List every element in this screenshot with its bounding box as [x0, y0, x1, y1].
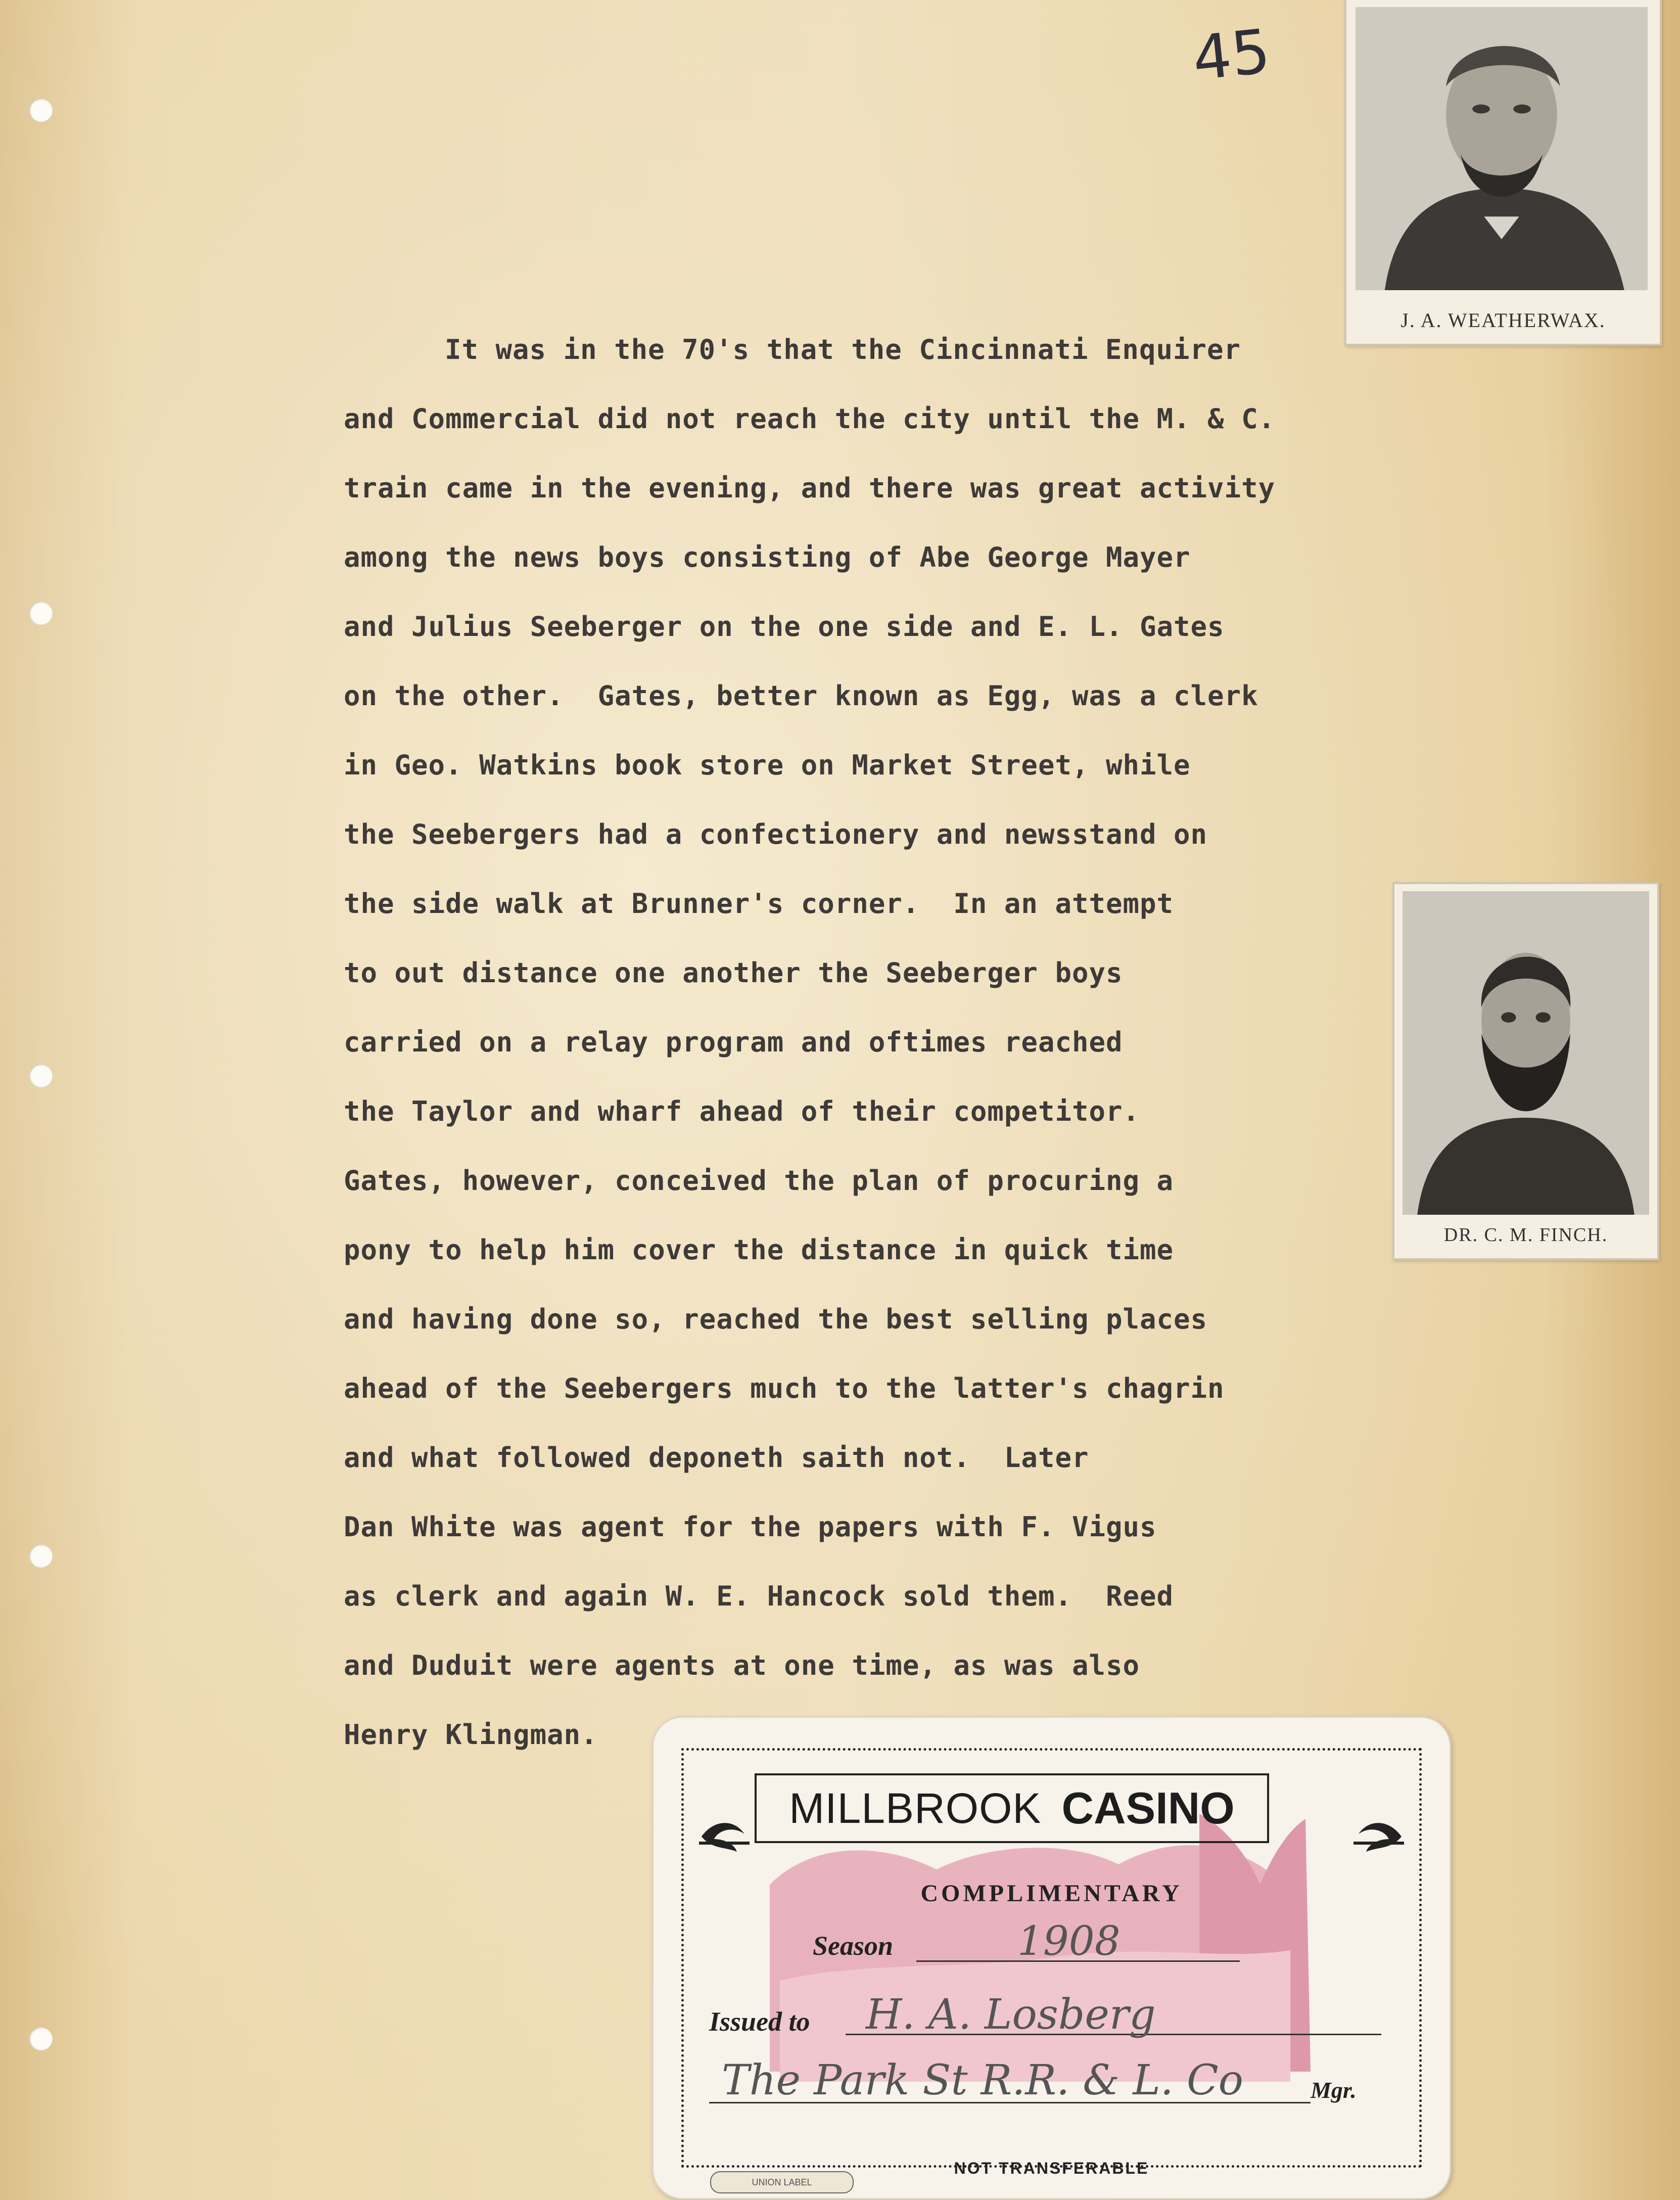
text-line: in Geo. Watkins book store on Market Street, while — [344, 749, 1191, 781]
signature: The Park St R.R. & L. Co — [722, 2056, 1244, 2104]
text-line: ahead of the Seebergers much to the latter's chagrin — [344, 1372, 1225, 1404]
text-line: Henry Klingman. — [344, 1719, 598, 1751]
portrait-weatherwax — [1344, 0, 1662, 346]
text-line: among the news boys consisting of Abe George Mayer — [344, 541, 1191, 573]
issued-label: Issued to — [709, 2006, 810, 2037]
casino-ticket — [652, 1716, 1451, 2199]
binder-hole — [29, 2027, 53, 2050]
text-line: It was in the 70's that the Cincinnati Enquirer — [445, 334, 1241, 365]
mgr-label: Mgr. — [1311, 2077, 1357, 2103]
binder-hole — [29, 1064, 53, 1087]
text-line: and Julius Seeberger on the one side and E. L. Gates — [344, 611, 1225, 643]
portrait-caption: DR. C. M. FINCH. — [1443, 1224, 1608, 1246]
binder-hole — [29, 99, 53, 122]
text-line: and what followed deponeth saith not. Later — [344, 1442, 1089, 1474]
text-line: train came in the evening, and there was great activity — [344, 472, 1276, 504]
typed-text — [344, 334, 1506, 1788]
ticket-title-right: CASINO — [1061, 1783, 1235, 1833]
portrait-caption: J. A. WEATHERWAX. — [1401, 309, 1606, 332]
text-line: and Duduit were agents at one time, as was also — [344, 1649, 1140, 1681]
ticket-footer: NOT TRANSFERABLE — [954, 2159, 1149, 2177]
text-line: carried on a relay program and oftimes reached — [344, 1026, 1123, 1058]
text-line: on the other. Gates, better known as Egg, was a clerk — [344, 680, 1258, 712]
season-value: 1908 — [1017, 1917, 1121, 1964]
page-number: 45 — [1189, 16, 1274, 95]
season-label: Season — [813, 1931, 894, 1961]
issued-value: H. A. Losberg — [866, 1991, 1156, 2039]
text-line: pony to help him cover the distance in quick time — [344, 1234, 1174, 1266]
text-line: Gates, however, conceived the plan of procuring a — [344, 1165, 1174, 1197]
text-line: as clerk and again W. E. Hancock sold them. Reed — [344, 1580, 1174, 1612]
text-line: and Commercial did not reach the city until the M. & C. — [344, 403, 1276, 435]
text-line: the side walk at Brunner's corner. In an attempt — [344, 888, 1174, 920]
union-label-stamp: UNION LABEL — [710, 2171, 854, 2193]
ticket-title-left: MILLBROOK — [789, 1784, 1042, 1832]
text-line: the Seebergers had a confectionery and newsstand on — [344, 818, 1208, 850]
binder-hole — [29, 1544, 53, 1568]
ticket-subtitle: COMPLIMENTARY — [920, 1880, 1183, 1907]
portrait-photo — [1356, 7, 1648, 290]
binder-hole — [29, 602, 53, 625]
text-line: to out distance one another the Seeberger boys — [344, 957, 1123, 989]
text-line: and having done so, reached the best selling places — [344, 1303, 1208, 1335]
ticket-title — [755, 1773, 1269, 1843]
text-line: Dan White was agent for the papers with F. Vigus — [344, 1511, 1157, 1543]
text-line: the Taylor and wharf ahead of their competitor. — [344, 1095, 1140, 1127]
